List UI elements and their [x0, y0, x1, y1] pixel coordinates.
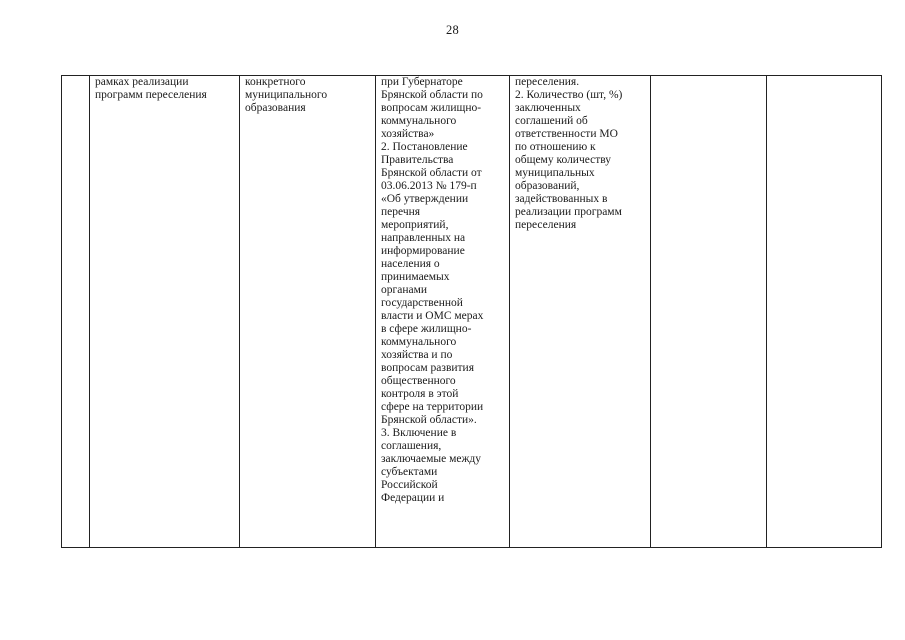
table-cell-empty-2	[767, 76, 882, 548]
document-table	[61, 75, 882, 548]
page-number: 28	[445, 23, 460, 37]
table-cell-executor: конкретного муниципального образования	[240, 76, 376, 548]
table-row	[62, 76, 882, 548]
table-cell-number	[62, 76, 90, 548]
table-cell-basis: при Губернаторе Брянской области по вопросам жилищно- коммунального хозяйства» 2. Постановление Правительства Брянской области от 03.06.2013 № 179-п «Об утверждении перечня мероприятий, направленных на информирование населения о принимаемых органами государственной власти и ОМС мерах в сфере жилищно- коммунального хозяйства и по вопросам развития общественного контроля в этой сфере на территории Брянской области». 3. Включение в соглашения, заключаемые между субъектами Российской Федерации и	[376, 76, 510, 548]
table-cell-indicators: переселения. 2. Количество (шт, %) заключенных соглашений об ответственности МО по отношению к общему количеству муниципальных образований, задействованных в реализации программ переселения	[510, 76, 651, 548]
table-cell-measure: рамках реализации программ переселения	[90, 76, 240, 548]
table-cell-empty-1	[651, 76, 767, 548]
